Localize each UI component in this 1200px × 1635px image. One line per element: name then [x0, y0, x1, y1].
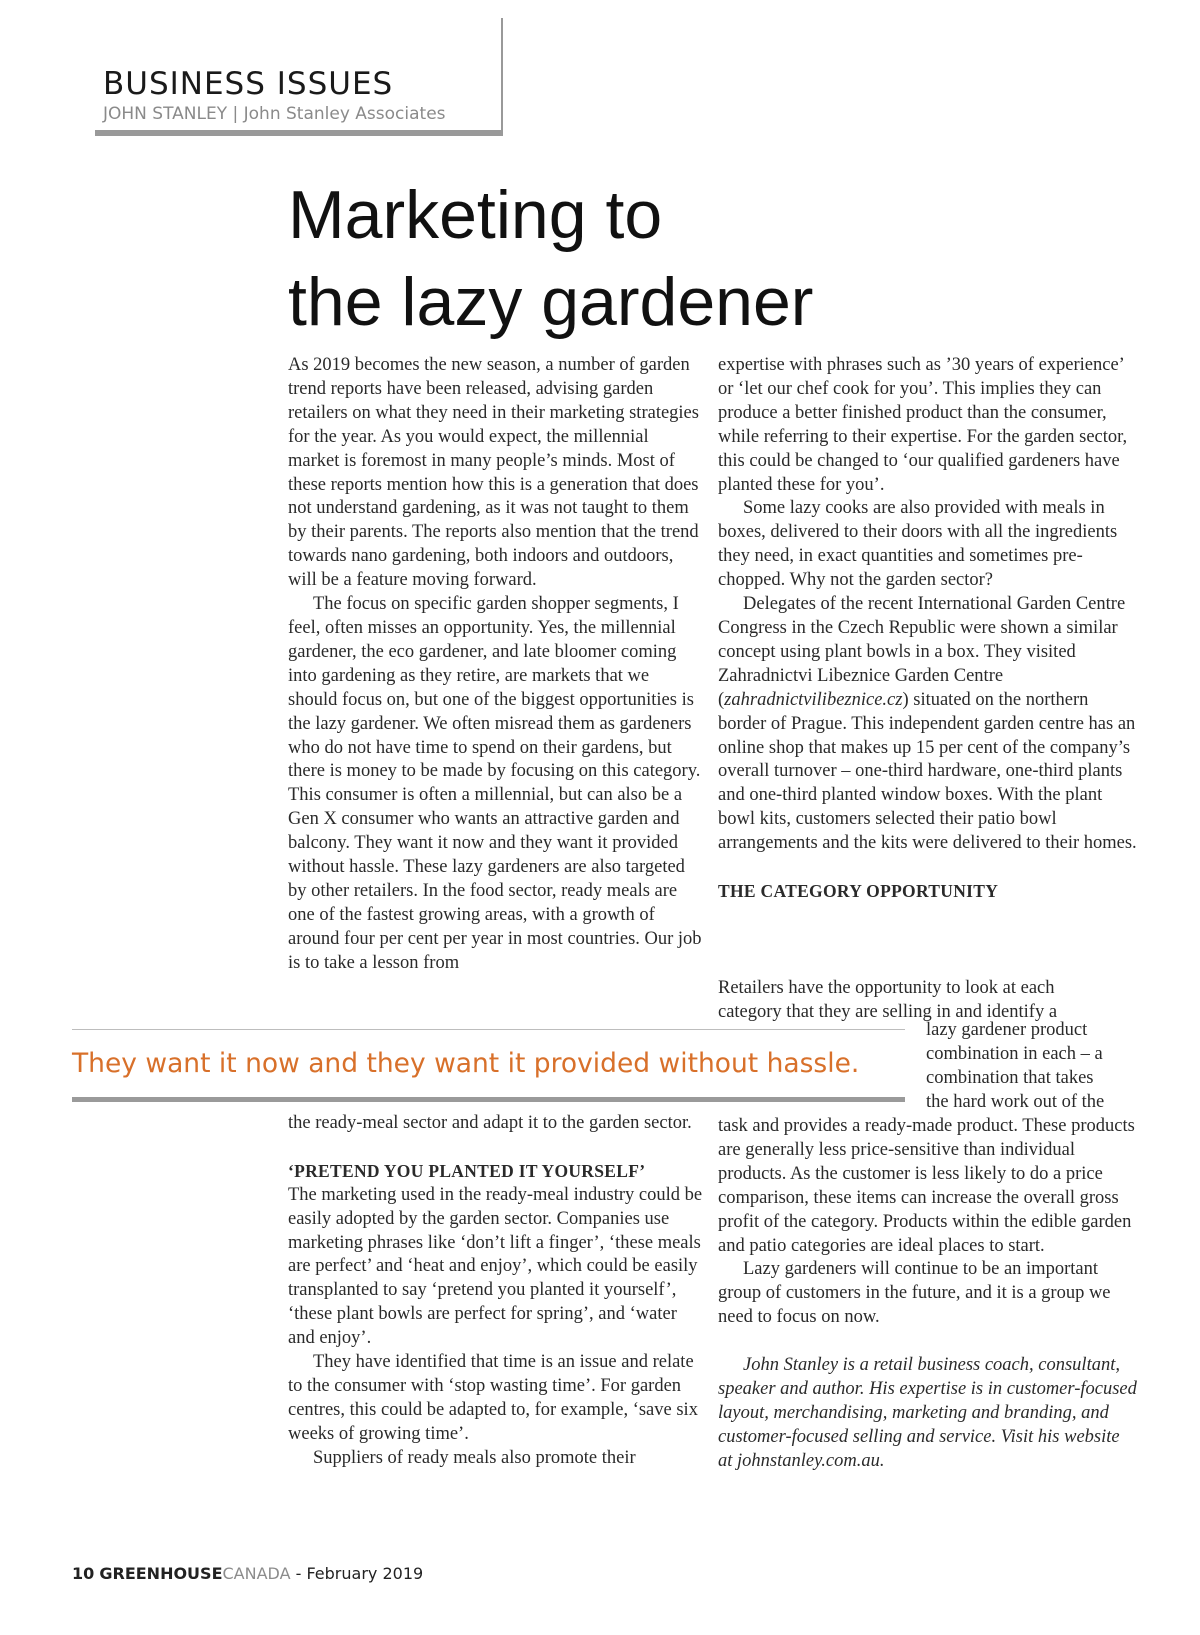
paragraph: task and provides a ready-made product. These products are generally less price-sensitive than individual products. As the customer is less likely to do a price comparison, these items can increase the overall gross profit of the category. Products within the edible garden and patio categories are ideal places to start.	[718, 1116, 1135, 1256]
section-label: BUSINESS ISSUES	[103, 66, 394, 102]
paragraph: Lazy gardeners will continue to be an important group of customers in the future, and it is a group we need to focus on now.	[718, 1259, 1111, 1328]
subheading: ‘PRETEND YOU PLANTED IT YOURSELF’	[288, 1160, 646, 1181]
pull-quote-top-rule	[72, 1029, 905, 1030]
paragraph: Delegates of the recent International Garden Centre Congress in the Czech Republic were shown a similar concept using plant bowls in a box. They visited Zahradnictvi Libeznice Garden Centre (zahradnictvilibeznice.cz) situated on the northern border of Prague. This independent garden centre has an online shop that makes up 15 per cent of the company’s overall turnover – one-third hardware, one-third plants and one-third planted window boxes. With the plant bowl kits, customers selected their patio bowl arrangements and the kits were delivered to their homes.	[718, 594, 1137, 854]
paragraph: As 2019 becomes the new season, a number of garden trend reports have been released, advising garden retailers on what they need in their marketing strategies for the year. As you would expect, the millennial market is foremost in many people’s minds. Most of these reports mention how this is a generation that does not understand gardening, as it was not taught to them by their parents. The reports also mention that the trend towards nano gardening, both indoors and outdoors, will be a feature moving forward.	[288, 355, 699, 591]
magazine-name: GREENHOUSE	[99, 1564, 223, 1583]
issue-date: - February 2019	[295, 1564, 424, 1583]
paragraph: Suppliers of ready meals also promote their	[313, 1447, 636, 1468]
paragraph-wrap: lazy gardener product combination in each – a combination that takes the hard work out of the	[926, 1020, 1105, 1112]
paragraph: expertise with phrases such as ’30 years of experience’ or ‘let our chef cook for you’. This implies they can produce a better finished product than the consumer, while referring to their expertise. For the garden sector, this could be changed to ‘our qualified gardeners have planted these for you’.	[718, 355, 1128, 495]
magazine-name-suffix: CANADA	[222, 1564, 291, 1583]
paragraph: the ready-meal sector and adapt it to the garden sector.	[288, 1113, 692, 1133]
header-rule	[95, 130, 503, 136]
paragraph: The marketing used in the ready-meal industry could be easily adopted by the garden sector. Companies use marketing phrases like ‘don’t lift a finger’, ‘these meals are perfect’ and ‘heat and enjoy’, which could be easily transplanted to say ‘pretend you planted it yourself’, ‘these plant bowls are perfect for spring’, and ‘water and enjoy’.	[288, 1184, 703, 1349]
title-line-1: Marketing to	[288, 177, 663, 253]
author-bio: John Stanley is a retail business coach, consultant, speaker and author. His expertise is in customer-focused layout, merchandising, marketing and branding, and customer-focused selling and service. Visit his website at johnstanley.com.au.	[718, 1355, 1137, 1471]
paragraph: Some lazy cooks are also provided with meals in boxes, delivered to their doors with all the ingredients they need, in exact quantities and sometimes pre-chopped. Why not the garden sector?	[718, 498, 1118, 591]
paragraph: The focus on specific garden shopper segments, I feel, often misses an opportunity. Yes, the millennial gardener, the eco gardener, and late bloomer coming into gardening as they retire, are markets that we should focus on, but one of the biggest opportunities is the lazy gardener. We often misread them as gardeners who do not have time to spend on their gardens, but there is money to be made by focusing on this category. This consumer is often a millennial, but can also be a Gen X consumer who wants an attractive garden and balcony. They want it now and they want it provided without hassle. These lazy gardeners are also targeted by other retailers. In the food sector, ready meals are one of the fastest growing areas, with a growth of around four per cent per year in most countries. Our job is to take a lesson from	[288, 594, 702, 973]
page-footer	[72, 1564, 423, 1583]
pull-quote-bottom-rule	[72, 1097, 905, 1102]
page-number: 10	[72, 1564, 95, 1583]
column-2-bottom	[718, 1115, 1138, 1474]
pull-quote: They want it now and they want it provided without hassle.	[72, 1048, 860, 1079]
paragraph: They have identified that time is an issue and relate to the consumer with ‘stop wasting time’. For garden centres, this could be adapted to, for example, ‘save six weeks of growing time’.	[288, 1352, 698, 1444]
paragraph-lead: Retailers have the opportunity to look at each category that they are selling in and identify a	[718, 978, 1058, 1022]
article-title	[288, 172, 1108, 346]
website-link: zahradnictvilibeznice.cz	[724, 689, 903, 710]
column-1-bottom	[288, 1112, 703, 1471]
column-2-top	[718, 354, 1138, 904]
section-header	[95, 18, 503, 136]
title-line-2: the lazy gardener	[288, 264, 814, 340]
column-1-top	[288, 354, 703, 976]
subheading: THE CATEGORY OPPORTUNITY	[718, 880, 999, 901]
author-byline: JOHN STANLEY | John Stanley Associates	[103, 104, 446, 124]
